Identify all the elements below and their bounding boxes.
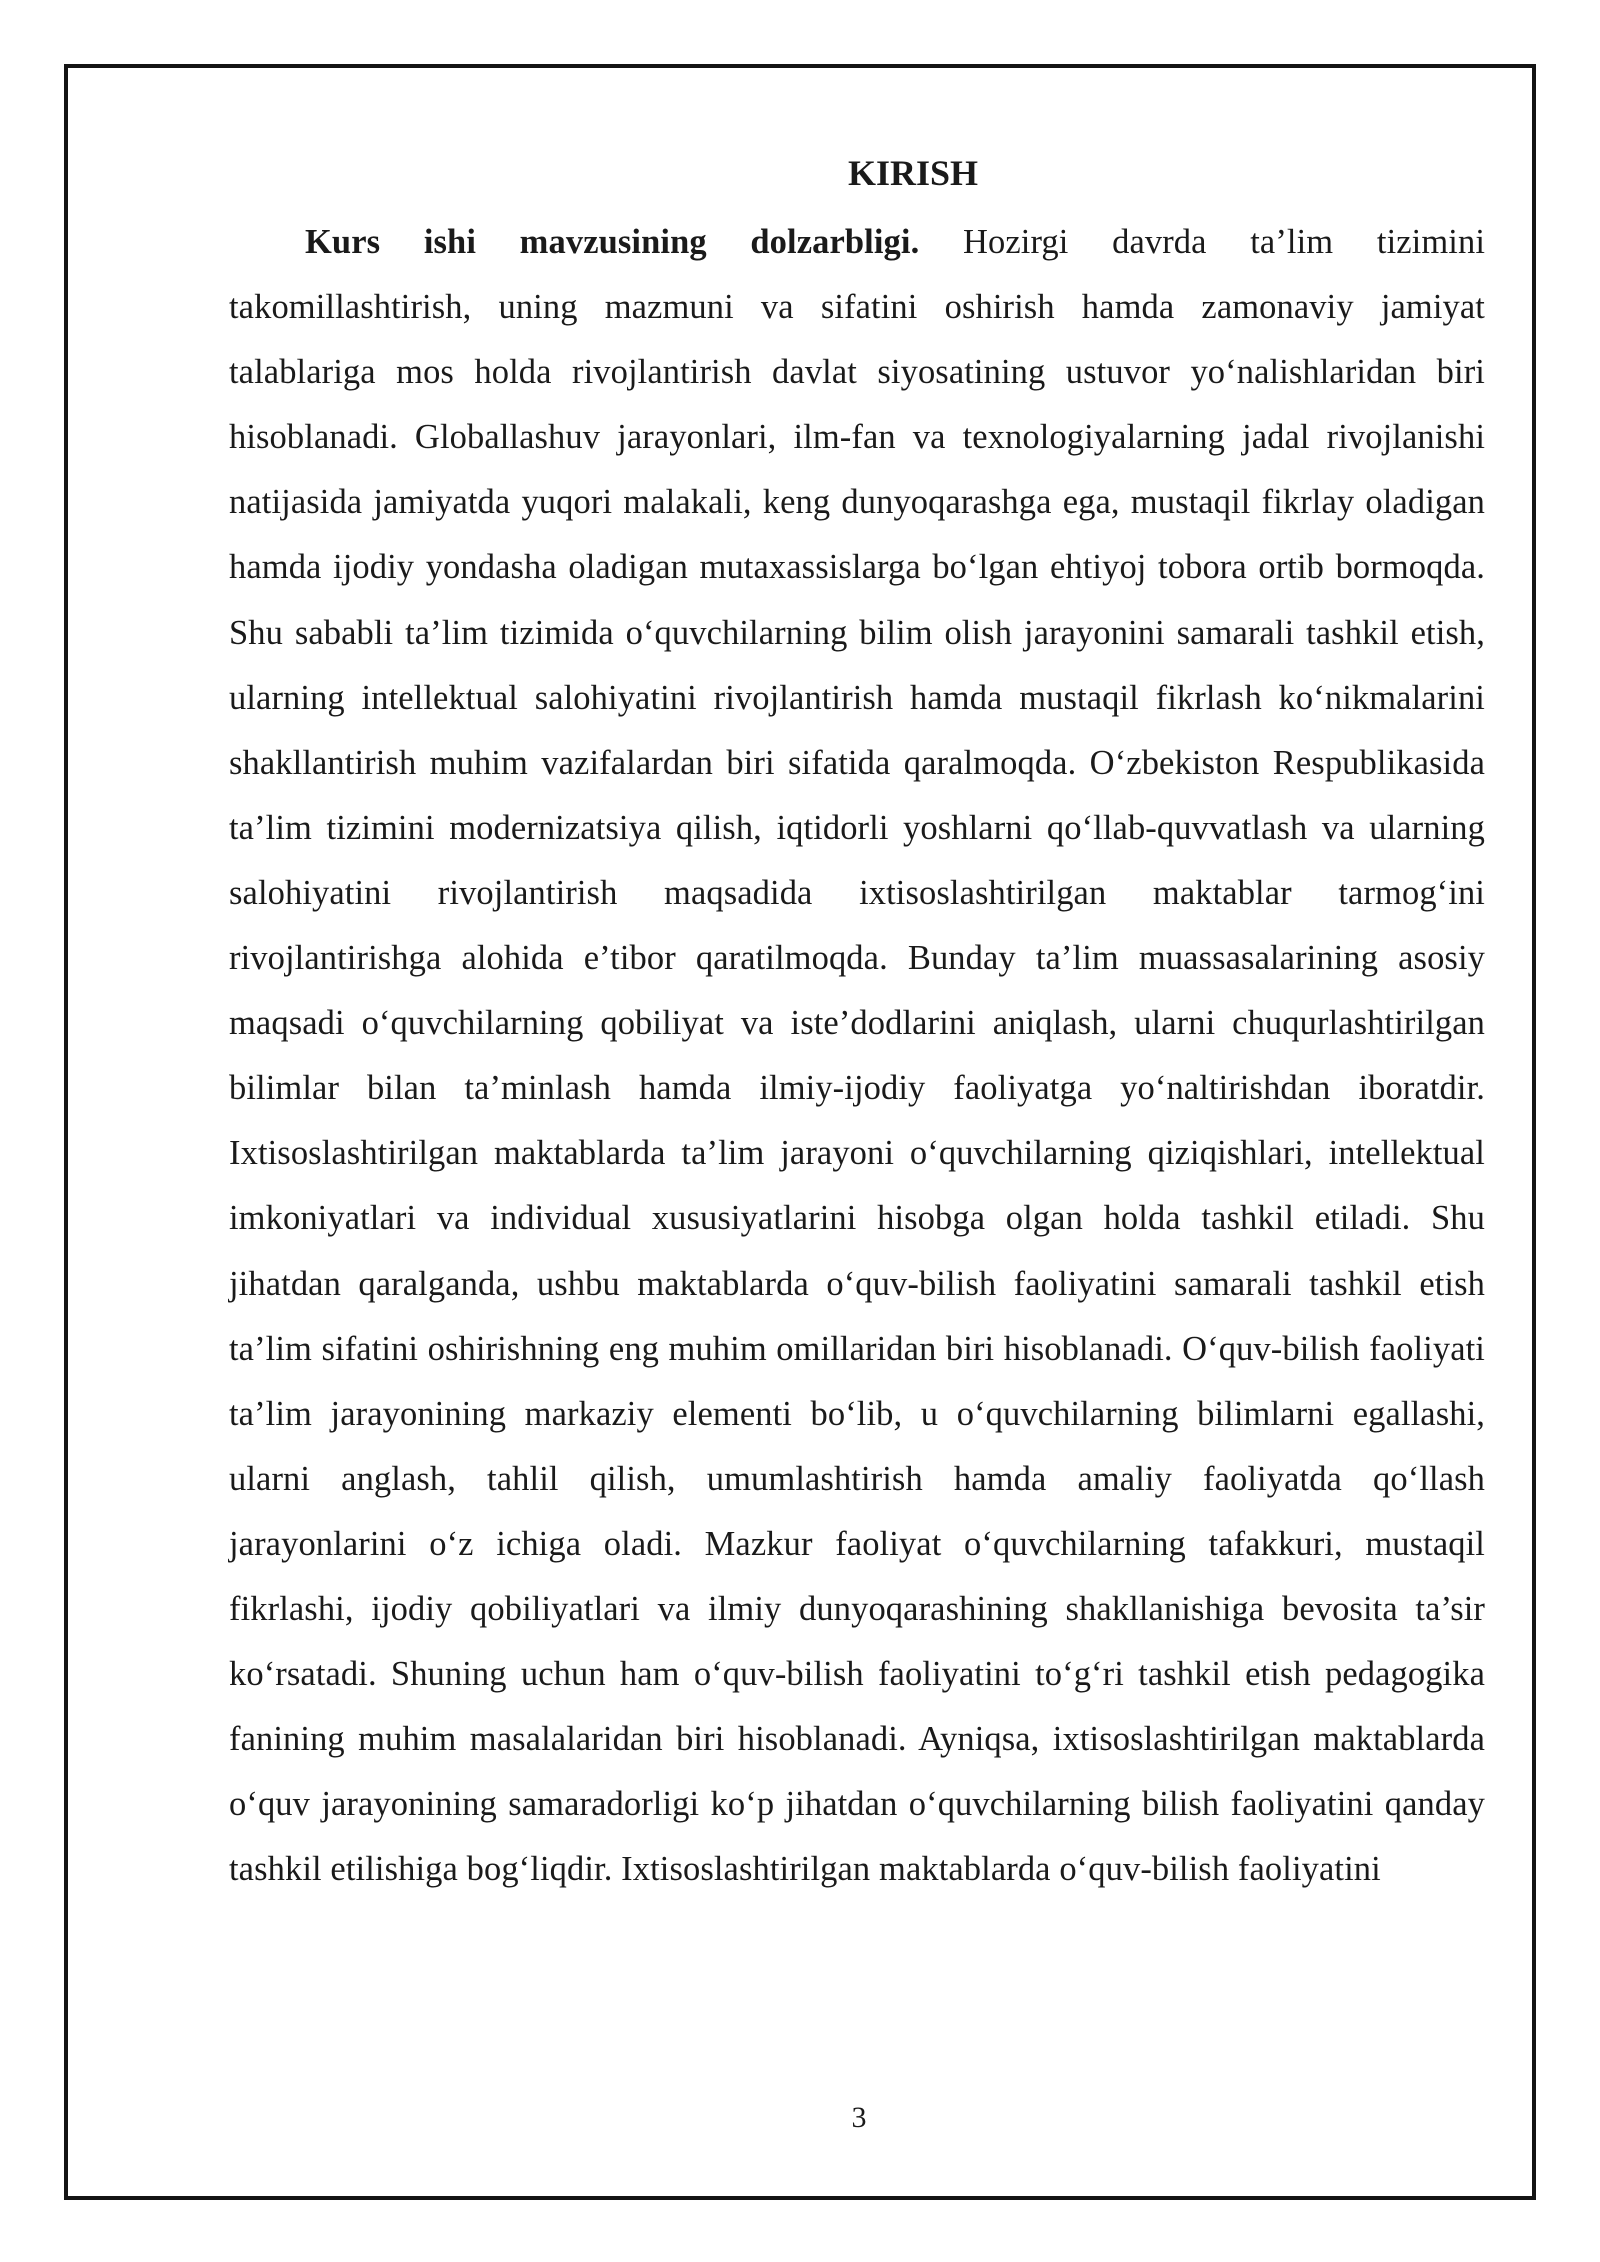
paragraph-text: Hozirgi davrda ta’lim tizimini takomillashtirish, uning mazmuni va sifatini oshirish hamda zamonaviy jamiyat talablariga mos holda rivojlantirish davlat siyosatining ustuvor yo‘nalishlaridan biri hisoblanadi. Globallashuv jarayonlari, ilm-fan va texnologiyalarning jadal rivojlanishi natijasida jamiyatda yuqori malakali, keng dunyoqarashga ega, mustaqil fikrlay oladigan hamda ijodiy yondasha oladigan mutaxassislarga bo‘lgan ehtiyoj tobora ortib bormoqda. Shu sababli ta’lim tizimida o‘quvchilarning bilim olish jarayonini samarali tashkil etish, ularning intellektual salohiyatini rivojlantirish hamda mustaqil fikrlash ko‘nikmalarini shakllantirish muhim vazifalardan biri sifatida qaralmoqda. O‘zbekiston Respublikasida ta’lim tizimini modernizatsiya qilish, iqtidorli yoshlarni qo‘llab-quvvatlash va ularning salohiyatini rivojlantirish maqsadida ixtisoslashtirilgan maktablar tarmog‘ini rivojlantirishga alohida e’tibor qaratilmoqda. Bunday ta’lim muassasalarining asosiy maqsadi o‘quvchilarning qobiliyat va iste’dodlarini aniqlash, ularni chuqurlashtirilgan bilimlar bilan ta’minlash hamda ilmiy-ijodiy faoliyatga yo‘naltirishdan iboratdir. Ixtisoslashtirilgan maktablarda ta’lim jarayoni o‘quvchilarning qiziqishlari, intellektual imkoniyatlari va individual xususiyatlarini hisobga olgan holda tashkil etiladi. Shu jihatdan qaralganda, ushbu maktablarda o‘quv-bilish faoliyatini samarali tashkil etish ta’lim sifatini oshirishning eng muhim omillaridan biri hisoblanadi. O‘quv-bilish faoliyati ta’lim jarayonining markaziy elementi bo‘lib, u o‘quvchilarning bilimlarni egallashi, ularni anglash, tahlil qilish, umumlashtirish hamda amaliy faoliyatda qo‘llash jarayonlarini o‘z ichiga oladi. Mazkur faoliyat o‘quvchilarning tafakkuri, mustaqil fikrlashi, ijodiy qobiliyatlari va ilmiy dunyoqarashining shakllanishiga bevosita ta’sir ko‘rsatadi. Shuning uchun ham o‘quv-bilish faoliyatini to‘g‘ri tashkil etish pedagogika fanining muhim masalalaridan biri hisoblanadi. Ayniqsa, ixtisoslashtirilgan maktablarda o‘quv jarayonining samaradorligi ko‘p jihatdan o‘quvchilarning bilish faoliyatini qanday tashkil etilishiga bog‘liqdir. Ixtisoslashtirilgan maktablarda o‘quv-bilish faoliyatini: [229, 223, 1486, 1889]
page-number: 3: [851, 2101, 867, 2134]
paragraph-lead: Kurs ishi mavzusining dolzarbligi.: [305, 223, 920, 261]
document-body: [229, 150, 1485, 1902]
section-heading: KIRISH: [847, 153, 979, 193]
intro-paragraph: [229, 210, 1485, 1902]
